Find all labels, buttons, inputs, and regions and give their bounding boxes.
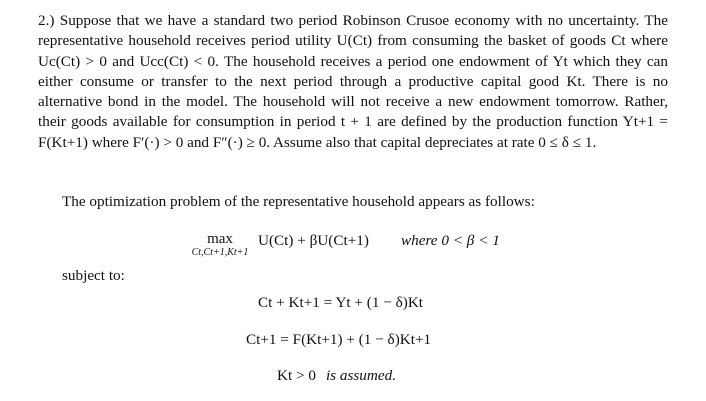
max-subscript: Ct,Ct+1,Kt+1 [191,247,249,258]
positivity-expression: Kt > 0 [277,367,316,384]
budget-constraint-period-t1: Ct+1 = F(Kt+1) + (1 − δ)Kt+1 [246,331,432,348]
optimization-intro: The optimization problem of the representative household appears as follows: [62,193,535,210]
positivity-note: is assumed. [325,367,396,384]
max-label: max [207,231,233,247]
discount-condition: where 0 < β < 1 [401,232,500,249]
subject-to-label: subject to: [62,267,125,284]
positivity-constraint [277,367,396,385]
problem-statement: 2.) Suppose that we have a standard two period Robinson Crusoe economy with no uncertainty. The representative household receives period utility U(Ct) from consuming the basket of goods Ct where Uc(Ct) > 0 and Ucc(Ct) < 0. The household receives a period one endowment of Yt which they can either consume or transfer to the next period through a productive capital good Kt. There is no alternative bond in the model. The household will not receive a new endowment tomorrow. Rather, their goods available for consumption in period t + 1 are defined by the production function Yt+1 = F(Kt+1) where F′(·) > 0 and F″(·) ≥ 0. Assume also that capital depreciates at rate 0 ≤ δ ≤ 1. [38,12,668,151]
budget-constraint-period-t: Ct + Kt+1 = Yt + (1 − δ)Kt [258,294,424,311]
objective-function: U(Ct) + βU(Ct+1) [258,232,369,249]
max-operator [184,231,256,258]
